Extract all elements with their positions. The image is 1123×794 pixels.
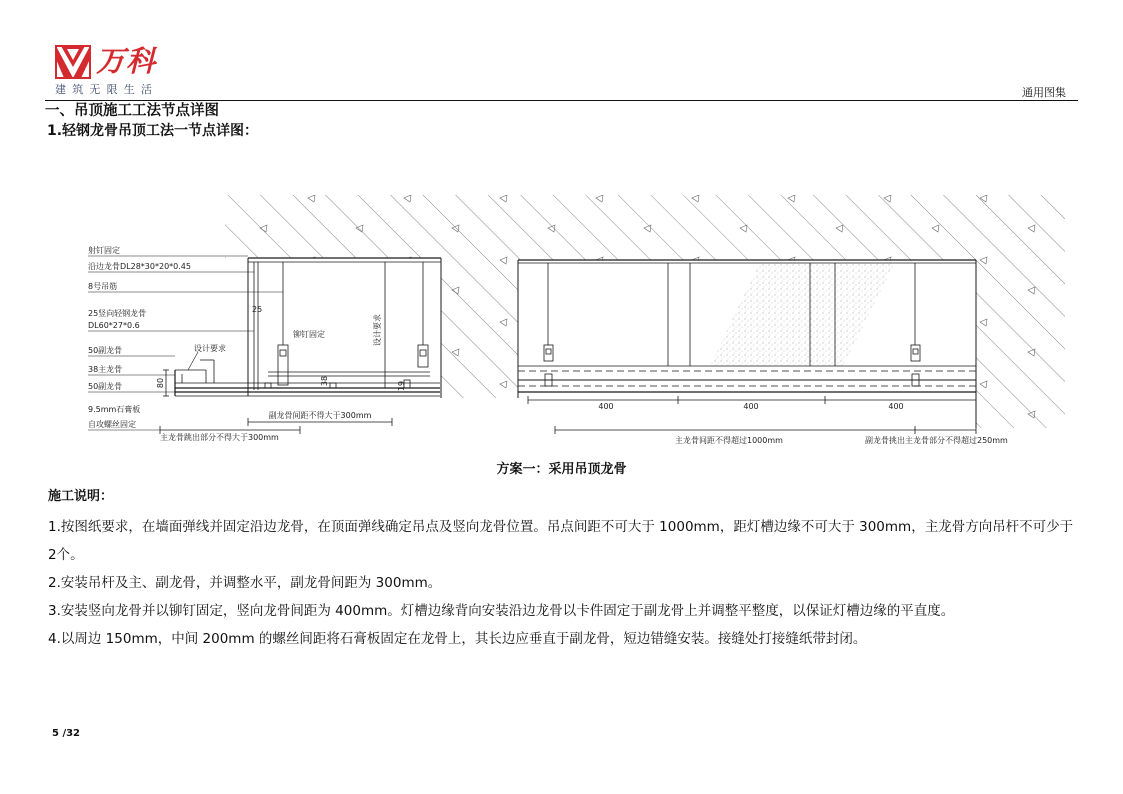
label-design-requirement: 设计要求 (194, 344, 226, 353)
label-stud-spec: DL60*27*0.6 (88, 321, 140, 330)
notes-heading: 施工说明： (48, 489, 114, 504)
collection-label: 通用图集 (1022, 86, 1066, 99)
left-labels (88, 245, 406, 442)
dim-400-1: 400 (598, 402, 614, 411)
label-stud-width: 25 (252, 305, 263, 314)
drawing-caption: 方案一：采用吊顶龙骨 (496, 462, 627, 477)
dim-80: 80 (156, 377, 165, 389)
label-rivet-fixing: 铆钉固定 (293, 330, 325, 339)
dim-38: 38 (320, 375, 329, 387)
dim-400-2: 400 (743, 402, 759, 411)
left-section-view (88, 256, 441, 434)
brand-name: 万科 (96, 44, 157, 78)
section-title: 一、吊顶施工工法节点详图 (45, 103, 219, 119)
right-labels (598, 402, 1008, 445)
dim-19: 19 (397, 380, 406, 392)
brand-slogan: 建筑无限生活 (55, 83, 159, 96)
note-item-3: 3.安装竖向龙骨并以铆钉固定，竖向龙骨间距为 400mm。灯槽边缘背向安装沿边龙骨以卡件固定于副龙骨上并调整平整度，以保证灯槽边缘的平直度。 (48, 603, 955, 619)
label-gypsum-board: 9.5mm石膏板 (88, 405, 141, 414)
label-vertical-stud: 25竖向轻钢龙骨 (88, 309, 147, 318)
concrete-slab-hatch (225, 195, 1065, 428)
label-edge-keel: 沿边龙骨DL28*30*20*0.45 (88, 262, 191, 271)
dim-400-3: 400 (888, 402, 904, 411)
label-hanger-rod: 8号吊筋 (88, 282, 118, 291)
note-item-1: 1.按图纸要求，在墙面弹线并固定沿边龙骨，在顶面弹线确定吊点及竖向龙骨位置。吊点间距不可大于 1000mm，距灯槽边缘不可大于 300mm，主龙骨方向吊杆不可少于 2个。 (48, 519, 1074, 563)
subsection-title: 1.轻钢龙骨吊顶工法一节点详图： (47, 123, 259, 139)
label-nail-fixing: 射钉固定 (88, 246, 120, 255)
label-secondary-overhang: 副龙骨挑出主龙骨部分不得超过250mm (865, 436, 1008, 445)
note-item-2: 2.安装吊杆及主、副龙骨，并调整水平，副龙骨间距为 300mm。 (48, 575, 442, 591)
label-main-keel: 38主龙骨 (88, 365, 123, 374)
notes-list (48, 513, 1076, 653)
label-secondary-keel-top: 50副龙骨 (88, 346, 123, 355)
label-design-requirement-vertical: 设计要求 (373, 314, 382, 346)
label-secondary-spacing: 副龙骨间距不得大于300mm (268, 411, 372, 420)
label-secondary-keel-bottom: 50副龙骨 (88, 382, 123, 391)
label-main-overhang: 主龙骨跳出部分不得大于300mm (160, 433, 279, 442)
label-screw-fixing: 自攻螺丝固定 (88, 420, 136, 429)
note-item-4: 4.以周边 150mm，中间 200mm 的螺丝间距将石膏板固定在龙骨上，其长边应垂直于副龙骨，短边错缝安装。接缝处打接缝纸带封闭。 (48, 631, 867, 647)
page-number: 5 /32 (52, 728, 81, 739)
label-main-spacing: 主龙骨间距不得超过1000mm (675, 436, 783, 445)
